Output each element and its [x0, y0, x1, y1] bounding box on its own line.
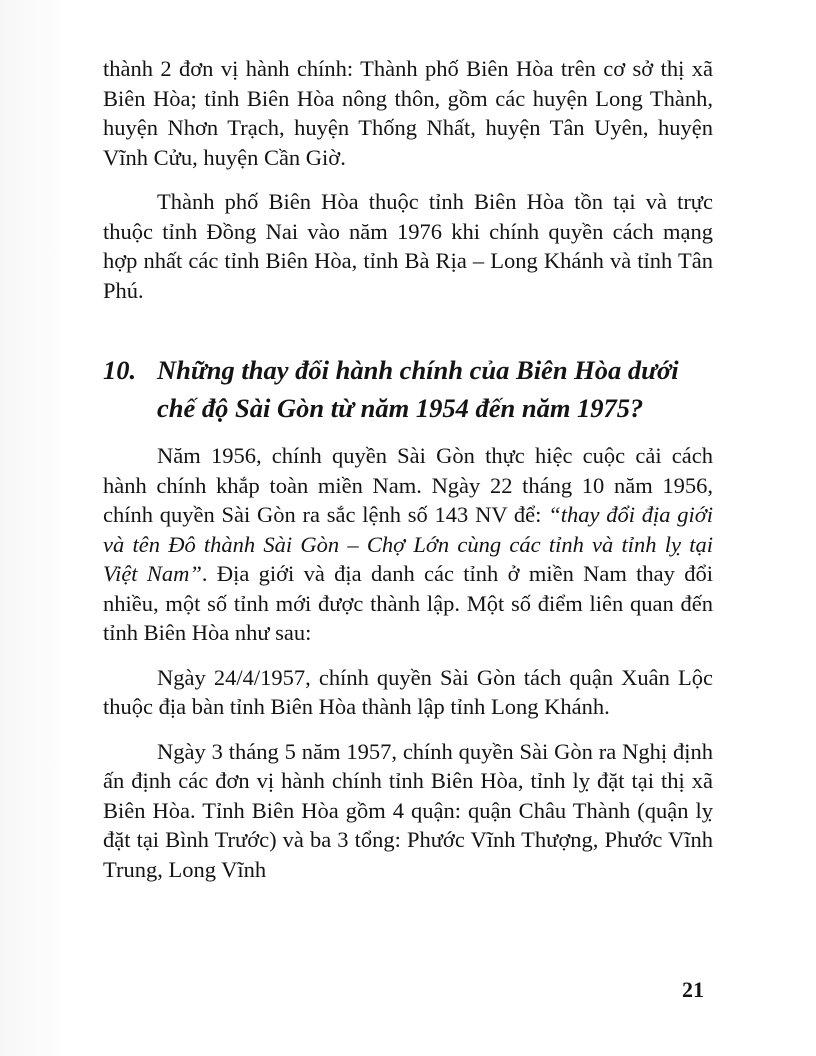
paragraph-reform-1956-tail: . Địa giới và địa danh các tỉnh ở miền Nam thay đổi nhiều, một số tỉnh mới được thành lập. Một số điểm liên quan đến tỉnh Biên Hòa như sau: — [103, 561, 713, 645]
paragraph-reform-1956-text: Năm 1956, chính quyền Sài Gòn thực hiệc cuộc cải cách hành chính khắp toàn miền Nam. Ngày 22 tháng 10 năm 1956, chính quyền Sài Gòn ra sắc lệnh số 143 NV để: — [103, 443, 713, 527]
scan-shadow — [0, 0, 70, 1056]
paragraph-long-khanh-1957: Ngày 24/4/1957, chính quyền Sài Gòn tách quận Xuân Lộc thuộc địa bàn tỉnh Biên Hòa thành lập tỉnh Long Khánh. — [103, 664, 713, 719]
question-title: Những thay đổi hành chính của Biên Hòa dưới chế độ Sài Gòn từ năm 1954 đến năm 1975? — [157, 355, 679, 423]
paragraph-decree-may-1957: Ngày 3 tháng 5 năm 1957, chính quyền Sài Gòn ra Nghị định ấn định các đơn vị hành chính tỉnh Biên Hòa, tỉnh lỵ đặt tại thị xã Biên Hòa. Tỉnh Biên Hòa gồm 4 quận: quận Châu Thành (quận lỵ đặt tại Bình Trước) và ba 3 tổng: Phước Vĩnh Thượng, Phước Vĩnh Trung, Long Vĩnh — [103, 738, 713, 882]
page-number: 21 — [682, 977, 704, 1002]
decree-quote: “thay đổi địa giới và tên Đô thành Sài Gòn – Chợ Lớn cùng các tỉnh và tỉnh lỵ tại Việt Nam” — [103, 502, 713, 586]
book-page — [103, 54, 713, 884]
paragraph-bien-hoa-1976: Thành phố Biên Hòa thuộc tỉnh Biên Hòa tồn tại và trực thuộc tỉnh Đồng Nai vào năm 1976 khi chính quyền cách mạng hợp nhất các tỉnh Biên Hòa, tỉnh Bà Rịa – Long Khánh và tỉnh Tân Phú. — [103, 189, 713, 303]
question-heading — [103, 351, 713, 427]
question-number: 10. — [103, 355, 137, 385]
paragraph-continuation: thành 2 đơn vị hành chính: Thành phố Biên Hòa trên cơ sở thị xã Biên Hòa; tỉnh Biên Hòa nông thôn, gồm các huyện Long Thành, huyện Nhơn Trạch, huyện Thống Nhất, huyện Tân Uyên, huyện Vĩnh Cửu, huyện Cần Giờ. — [103, 56, 713, 170]
paragraph-reform-1956 — [103, 441, 713, 648]
